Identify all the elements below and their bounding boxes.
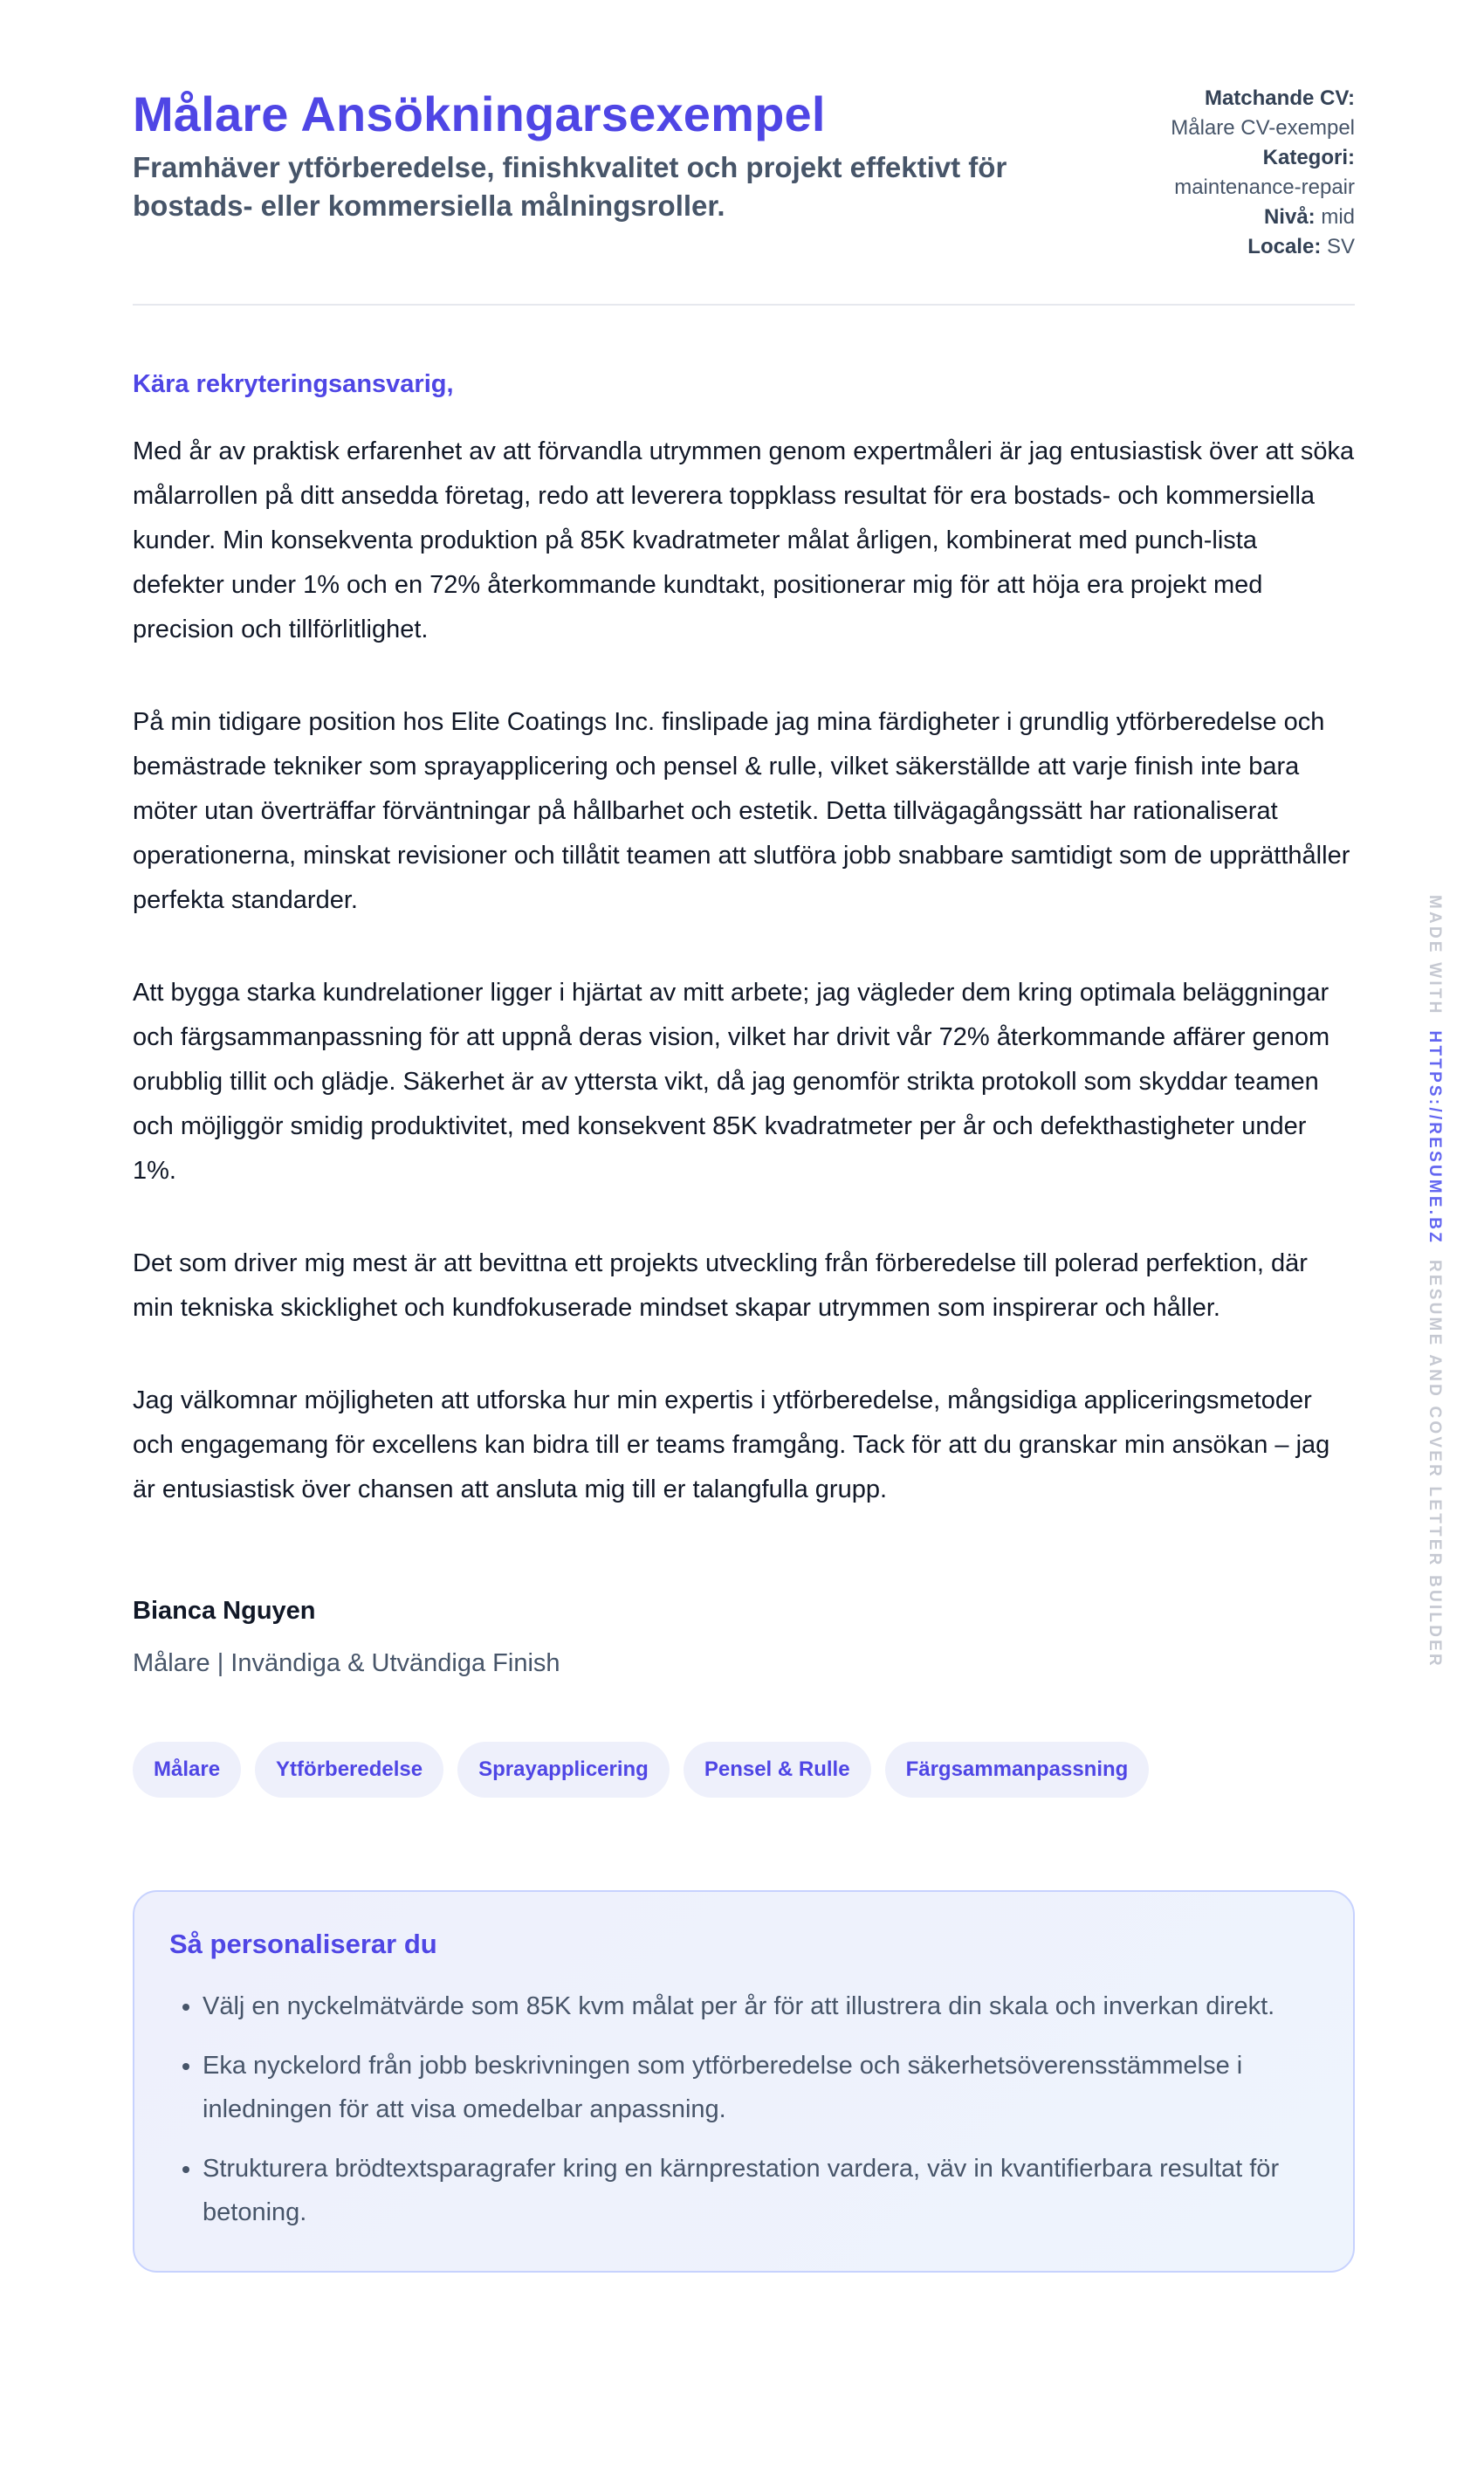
meta-matching-cv bbox=[1171, 84, 1355, 143]
letter-paragraph: Med år av praktisk erfarenhet av att förvandla utrymmen genom expertmåleri är jag entusiastisk över att söka målarrollen på ditt ansedda företag, redo att leverera toppklass resultat för era bostads- och kommersiella kunder. Min konsekventa produktion på 85K kvadratmeter målat årligen, kombinerat med punch-lista defekter under 1% och en 72% återkommande kundtakt, positionerar mig för att höja era projekt med precision och tillförlitlighet. bbox=[133, 437, 1355, 643]
watermark-prefix: MADE WITH bbox=[1426, 895, 1444, 1016]
watermark-suffix: RESUME AND COVER LETTER BUILDER bbox=[1426, 1259, 1444, 1668]
page-subtitle: Framhäver ytförberedelse, finishkvalitet och projekt effektivt för bostads- eller kommersiella målningsroller. bbox=[133, 151, 1007, 222]
letter-paragraph: Att bygga starka kundrelationer ligger i hjärtat av mitt arbete; jag vägleder dem kring optimala beläggningar och färgsammanpassning för att uppnå deras vision, vilket har drivit vår 72% återkommande affärer genom orubblig tillit och glädje. Säkerhet är av yttersta vikt, då jag genomför strikta protokoll som skyddar teamen och möjliggör smidig produktivitet, med konsekvent 85K kvadratmeter per år och defekthastigheter under 1%. bbox=[133, 979, 1330, 1185]
page-title: Målare Ansökningarsexempel bbox=[133, 86, 826, 141]
tips-list-item: • Välj en nyckelmätvärde som 85K kvm målat per år för att illustrera din skala och inverkan direkt. bbox=[203, 1984, 1318, 2028]
signature-title: Målare | Invändiga & Utvändiga Finish bbox=[133, 1649, 560, 1677]
personalization-tips-box bbox=[133, 1890, 1355, 2273]
skill-tag: Sprayapplicering bbox=[457, 1742, 670, 1798]
skill-tag: Ytförberedelse bbox=[255, 1742, 443, 1798]
meta-locale-label: Locale: bbox=[1247, 235, 1322, 258]
meta-matching-cv-value: Målare CV-exempel bbox=[1171, 116, 1355, 140]
meta-matching-cv-label: Matchande CV: bbox=[1204, 86, 1355, 110]
skill-tag: Målare bbox=[133, 1742, 241, 1798]
builder-watermark bbox=[1425, 895, 1444, 1668]
skill-tags bbox=[133, 1742, 1355, 1798]
skill-tag: Pensel & Rulle bbox=[684, 1742, 871, 1798]
meta-info bbox=[1171, 84, 1355, 262]
document-header bbox=[133, 84, 1355, 306]
letter-greeting: Kära rekryteringsansvarig, bbox=[133, 370, 454, 398]
tips-list-item: • Eka nyckelord från jobb beskrivningen som ytförberedelse och säkerhetsöverensstämmelse i inledningen för att visa omedelbar anpassning. bbox=[203, 2044, 1318, 2131]
cover-letter-page bbox=[133, 84, 1355, 2273]
letter-paragraph: Jag välkomnar möjligheten att utforska hur min expertis i ytförberedelse, mångsidiga appliceringsmetoder och engagemang för excellens kan bidra till er teams framgång. Tack för att du granskar min ansökan – jag är entusiastisk över chansen att ansluta mig till er talangfulla grupp. bbox=[133, 1386, 1330, 1503]
meta-category-label: Kategori: bbox=[1262, 146, 1355, 169]
tips-list bbox=[169, 1984, 1318, 2234]
meta-level-label: Nivå: bbox=[1263, 205, 1316, 229]
watermark-link[interactable]: HTTPS://RESUME.BZ bbox=[1426, 1030, 1444, 1245]
tips-title: Så personaliserar du bbox=[169, 1929, 437, 1959]
meta-level bbox=[1171, 203, 1355, 232]
tips-list-item: • Strukturera brödtextsparagrafer kring en kärnprestation vardera, väv in kvantifierbara resultat för betoning. bbox=[203, 2147, 1318, 2234]
signature-name: Bianca Nguyen bbox=[133, 1597, 316, 1625]
letter-paragraph: Det som driver mig mest är att bevittna ett projekts utveckling från förberedelse till polerad perfektion, där min tekniska skicklighet och kundfokuserade mindset skapar utrymmen som inspirerar och håller. bbox=[133, 1249, 1308, 1322]
meta-locale bbox=[1171, 232, 1355, 262]
skill-tag: Färgsammanpassning bbox=[885, 1742, 1150, 1798]
letter-paragraph: På min tidigare position hos Elite Coatings Inc. finslipade jag mina färdigheter i grundlig ytförberedelse och bemästrade tekniker som sprayapplicering och pensel & rulle, vilket säkerställde att varje finish inte bara möter utan överträffar förväntningar på hållbarhet och estetik. Detta tillvägagångssätt har rationaliserat operationerna, minskat revisioner och tillåtit teamen att slutföra jobb snabbare samtidigt som de upprätthåller perfekta standarder. bbox=[133, 708, 1350, 914]
letter-body bbox=[133, 367, 1355, 1681]
meta-category-value: maintenance-repair bbox=[1174, 175, 1355, 199]
meta-level-value: mid bbox=[1321, 205, 1355, 229]
meta-locale-value: SV bbox=[1326, 235, 1355, 258]
meta-category bbox=[1171, 143, 1355, 203]
